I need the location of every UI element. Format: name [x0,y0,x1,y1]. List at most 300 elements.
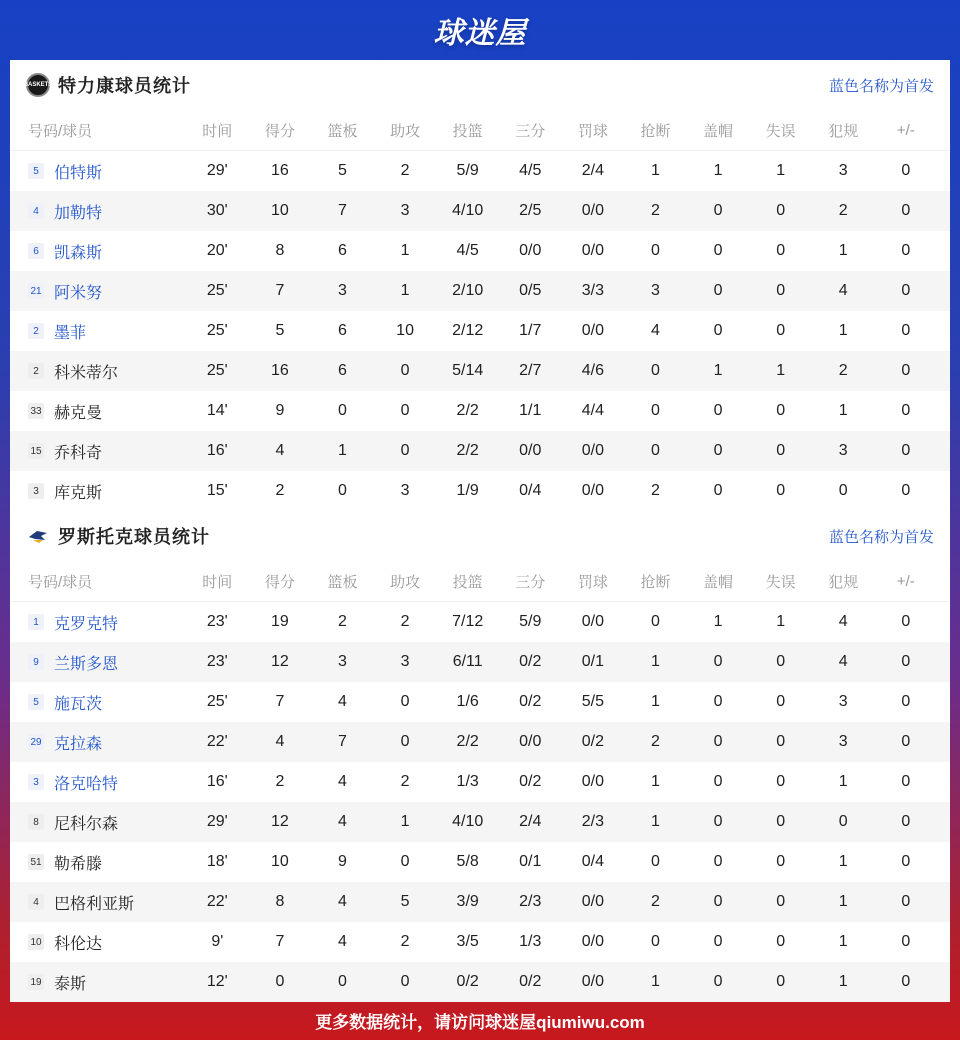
stat-cell: 5/9 [456,162,479,179]
stat-cell: 0 [776,813,786,830]
stat-cell: 12 [270,813,289,830]
player-name[interactable]: 伯特斯 [54,164,103,182]
stat-cell: 0 [400,733,410,750]
stat-cell: 4 [338,693,347,710]
footer-banner[interactable]: 更多数据统计，请访问球迷屋qiumiwu.com [315,1012,645,1032]
table-row[interactable] [10,602,950,642]
column-header: +/- [896,572,915,590]
column-header: 篮板 [327,573,358,591]
stat-cell: 1 [713,162,723,179]
player-name[interactable]: 克拉森 [54,735,103,753]
player-cell [10,771,186,794]
stat-cell: 4 [338,893,347,910]
column-header: 篮板 [327,122,358,140]
stat-cell: 0/0 [519,442,542,459]
player-name[interactable]: 加勒特 [54,204,103,222]
stat-cell: 0/0 [581,202,604,219]
stat-cell: 2 [651,482,660,499]
column-header: 失误 [765,122,796,140]
stat-cell: 22' [206,893,228,910]
stat-cell: 0/2 [519,773,542,790]
stat-cell: 0/2 [519,653,542,670]
stat-cell: 2 [400,773,410,790]
player-cell [10,891,186,914]
stat-cell: 0/1 [581,653,604,670]
table-row[interactable] [10,271,950,311]
stat-cell: 0 [901,613,911,630]
stat-cell: 0 [400,442,410,459]
stat-cell: 1/1 [519,402,542,419]
column-header: 助攻 [390,122,421,140]
column-header: 时间 [202,573,233,591]
stat-cell: 8 [275,242,285,259]
player-name[interactable]: 尼科尔森 [54,815,119,833]
stat-cell: 3 [838,162,848,179]
jersey-number: 4 [28,203,44,219]
stat-cell: 10 [270,202,289,219]
player-cell [10,851,186,874]
stat-cell: 0 [713,242,723,259]
stat-cell: 25' [206,322,228,339]
jersey-number: 3 [28,483,44,499]
stat-cell: 0 [713,442,723,459]
player-cell [10,731,186,754]
stat-cell: 0 [901,693,911,710]
jersey-number: 1 [28,614,44,630]
stat-cell: 25' [206,282,228,299]
stat-cell: 3 [838,693,848,710]
stat-cell: 0/0 [581,973,604,990]
team-title-bar [10,511,950,561]
stat-cell: 0 [901,853,911,870]
column-header: 号码/球员 [28,122,93,140]
stat-cell: 0 [901,242,911,259]
stat-cell: 4 [838,613,848,630]
stat-cell: 7 [275,693,285,710]
stat-cell: 0/0 [519,733,542,750]
stat-cell: 0/2 [456,973,479,990]
player-name[interactable]: 施瓦茨 [54,695,103,713]
stat-cell: 3 [651,282,660,299]
stat-cell: 10 [396,322,414,339]
table-row[interactable] [10,842,950,882]
stat-cell: 4/4 [581,402,604,419]
stat-cell: 0 [901,442,911,459]
stat-cell: 4/5 [519,162,542,179]
jersey-number: 2 [28,363,44,379]
stat-cell: 5/5 [581,693,604,710]
jersey-number: 15 [28,443,44,459]
stat-cell: 0 [713,402,723,419]
player-name[interactable]: 泰斯 [54,975,87,993]
stat-cell: 0 [838,813,848,830]
stats-card [10,60,950,1000]
stat-cell: 12' [206,973,228,990]
stat-cell: 3 [400,202,410,219]
jersey-number: 3 [28,774,44,790]
player-cell [10,480,186,503]
stat-cell: 5 [400,893,410,910]
stat-cell: 2/2 [456,402,479,419]
jersey-number: 9 [28,654,44,670]
stat-cell: 2/4 [581,162,604,179]
team-section-2 [10,511,950,1002]
stat-cell: 1 [776,362,786,379]
stat-cell: 0 [776,282,786,299]
stat-cell: 2 [400,613,410,630]
stat-cell: 0/1 [519,853,542,870]
stat-cell: 0 [713,853,723,870]
jersey-number: 6 [28,243,44,259]
stat-cell: 2/10 [452,282,484,299]
stat-cell: 0 [713,482,723,499]
column-header: 得分 [264,573,295,591]
stat-cell: 0 [651,613,660,630]
stat-cell: 0 [776,933,786,950]
stat-cell: 16 [270,162,289,179]
stat-cell: 0 [901,773,911,790]
stat-cell: 30' [206,202,228,219]
stat-cell: 0/0 [581,773,604,790]
column-header: 抢断 [640,122,671,140]
stat-cell: 0 [776,893,786,910]
stat-cell: 1 [838,893,848,910]
stat-cell: 8 [275,893,285,910]
table-row[interactable] [10,642,950,682]
stat-cell: 1/3 [456,773,479,790]
stat-cell: 6 [338,362,347,379]
stat-cell: 16' [206,442,228,459]
stat-cell: 1 [838,973,848,990]
table-row[interactable] [10,962,950,1002]
stat-cell: 0/0 [581,613,604,630]
stat-cell: 0 [713,893,723,910]
stat-cell: 1 [776,162,786,179]
stat-cell: 5 [338,162,347,179]
team-name: 特力康球员统计 [58,76,191,96]
stat-cell: 0/0 [581,482,604,499]
stat-cell: 2 [275,773,285,790]
player-cell [10,971,186,994]
table-row[interactable] [10,682,950,722]
stat-cell: 4 [275,442,285,459]
stat-cell: 1 [400,813,410,830]
stat-cell: 0 [400,973,410,990]
stat-cell: 0/0 [581,933,604,950]
player-name[interactable]: 墨菲 [54,324,87,342]
table-row[interactable] [10,431,950,471]
player-name[interactable]: 凯森斯 [54,244,103,262]
stat-cell: 0 [651,442,660,459]
player-cell [10,360,186,383]
stat-cell: 0 [776,693,786,710]
stat-cell: 1 [651,693,660,710]
jersey-number: 10 [28,934,44,950]
stat-cell: 29' [206,813,228,830]
stat-cell: 4 [838,282,848,299]
column-header: 罚球 [577,573,608,591]
stat-cell: 5/14 [452,362,484,379]
stat-cell: 0/0 [581,893,604,910]
jersey-number: 33 [28,403,44,419]
stat-cell: 0/0 [581,322,604,339]
stat-cell: 3/5 [456,933,479,950]
stat-cell: 0 [776,773,786,790]
table-row[interactable] [10,471,950,511]
stat-cell: 2 [838,362,848,379]
team-section-1 [10,60,950,511]
column-header: 盖帽 [703,573,734,591]
player-cell [10,400,186,423]
stat-cell: 2/3 [519,893,542,910]
stat-cell: 0 [901,162,911,179]
player-name[interactable]: 科伦达 [54,935,103,953]
stat-cell: 1 [713,362,723,379]
stat-cell: 2 [400,933,410,950]
player-name[interactable]: 库克斯 [54,484,103,502]
stat-cell: 0 [776,653,786,670]
stat-cell: 0 [901,733,911,750]
column-header: 投篮 [452,573,483,591]
stat-cell: 0 [400,362,410,379]
stat-cell: 4 [275,733,285,750]
stat-cell: 0 [651,853,660,870]
player-name[interactable]: 巴格利亚斯 [54,895,135,913]
stat-cell: 0 [776,322,786,339]
jersey-number: 51 [28,854,44,870]
stat-cell: 0 [713,733,723,750]
stat-cell: 4 [338,813,347,830]
table-row[interactable] [10,882,950,922]
column-header: 助攻 [390,573,421,591]
stat-cell: 3 [338,282,347,299]
stat-cell: 0 [400,853,410,870]
column-header: 失误 [765,573,796,591]
table-row[interactable] [10,762,950,802]
player-name[interactable]: 乔科奇 [54,444,103,462]
stat-cell: 0/4 [519,482,542,499]
table-header [10,561,950,602]
baskets-logo-icon: BASKETS [26,73,50,97]
stat-cell: 0 [713,973,723,990]
starter-note: 蓝色名称为首发 [828,77,934,95]
jersey-number: 4 [28,894,44,910]
stat-cell: 4 [651,322,660,339]
stat-cell: 23' [206,653,228,670]
stat-cell: 4 [338,933,347,950]
stat-cell: 7 [275,933,285,950]
stat-cell: 14' [206,402,228,419]
stat-cell: 2/3 [581,813,604,830]
column-header: 投篮 [452,122,483,140]
stat-cell: 1 [651,162,660,179]
jersey-number: 8 [28,814,44,830]
stat-cell: 7 [338,733,347,750]
stat-cell: 2 [651,893,660,910]
stat-cell: 2 [651,202,660,219]
table-row[interactable] [10,151,950,191]
table-row[interactable] [10,722,950,762]
stat-cell: 1 [838,402,848,419]
stat-cell: 1/9 [456,482,479,499]
stat-cell: 0 [901,813,911,830]
stat-cell: 0 [901,973,911,990]
player-name[interactable]: 赫克曼 [54,404,103,422]
stat-cell: 0 [776,242,786,259]
stat-cell: 7 [338,202,347,219]
stat-cell: 0 [901,362,911,379]
stat-cell: 0 [713,813,723,830]
column-header: +/- [896,121,915,139]
table-row[interactable] [10,351,950,391]
table-header [10,110,950,151]
seawolves-logo-icon [26,524,50,548]
stat-cell: 1 [400,242,410,259]
player-name[interactable]: 克罗克特 [54,615,119,633]
stat-cell: 2/4 [519,813,542,830]
jersey-number: 5 [28,163,44,179]
stat-cell: 3 [838,442,848,459]
stat-cell: 4/5 [456,242,479,259]
stat-cell: 1 [338,442,347,459]
stat-cell: 25' [206,693,228,710]
stat-cell: 4/10 [452,813,484,830]
stat-cell: 0 [651,242,660,259]
player-cell [10,651,186,674]
player-name[interactable]: 科米蒂尔 [54,364,119,382]
stat-cell: 22' [206,733,228,750]
stat-cell: 4/10 [452,202,484,219]
stat-cell: 3 [338,653,347,670]
stat-cell: 4 [838,653,848,670]
stat-cell: 20' [206,242,228,259]
player-cell [10,931,186,954]
stat-cell: 1 [838,853,848,870]
stat-cell: 1 [651,773,660,790]
team-title-bar [10,60,950,110]
player-name[interactable]: 勒希滕 [54,855,103,873]
player-cell [10,280,186,303]
stat-cell: 18' [206,853,228,870]
player-cell [10,440,186,463]
stat-cell: 2/12 [452,322,484,339]
stat-cell: 2 [651,733,660,750]
stat-cell: 3 [400,482,410,499]
player-cell [10,320,186,343]
stat-cell: 3 [400,653,410,670]
stat-cell: 19 [270,613,289,630]
table-row[interactable] [10,802,950,842]
stat-cell: 1 [651,973,660,990]
stat-cell: 0 [400,693,410,710]
stat-cell: 0 [901,202,911,219]
stat-cell: 0 [651,402,660,419]
stat-cell: 1/3 [519,933,542,950]
stat-cell: 7 [275,282,285,299]
player-cell [10,160,186,183]
stat-cell: 1 [651,813,660,830]
stat-cell: 0 [901,402,911,419]
stat-cell: 1 [776,613,786,630]
stat-cell: 0 [776,402,786,419]
stat-cell: 0/2 [519,693,542,710]
stat-cell: 0 [901,933,911,950]
stat-cell: 23' [206,613,228,630]
stat-cell: 1 [713,613,723,630]
table-row[interactable] [10,191,950,231]
stat-cell: 1 [838,322,848,339]
table-row[interactable] [10,311,950,351]
stat-cell: 9' [211,933,224,950]
column-header: 三分 [515,122,546,140]
jersey-number: 5 [28,694,44,710]
stat-cell: 0 [901,482,911,499]
starter-note: 蓝色名称为首发 [828,528,934,546]
player-cell [10,200,186,223]
stat-cell: 0 [713,653,723,670]
column-header: 三分 [515,573,546,591]
stat-cell: 0 [776,202,786,219]
stat-cell: 0/4 [581,853,604,870]
player-name[interactable]: 兰斯多恩 [54,655,119,673]
player-name[interactable]: 洛克哈特 [54,775,119,793]
column-header: 罚球 [577,122,608,140]
jersey-number: 29 [28,734,44,750]
team-name: 罗斯托克球员统计 [58,527,210,547]
table-row[interactable] [10,922,950,962]
stat-cell: 2 [275,482,285,499]
column-header: 号码/球员 [28,573,93,591]
column-header: 时间 [202,122,233,140]
jersey-number: 2 [28,323,44,339]
table-row[interactable] [10,231,950,271]
column-header: 抢断 [640,573,671,591]
stat-cell: 9 [275,402,285,419]
stat-cell: 25' [206,362,228,379]
stat-cell: 16' [206,773,228,790]
stat-cell: 6 [338,322,347,339]
stat-cell: 2/5 [519,202,542,219]
stat-cell: 1/7 [519,322,542,339]
stat-cell: 2 [838,202,848,219]
stat-cell: 0/2 [581,733,604,750]
site-logo[interactable]: 球迷屋 [433,17,527,50]
site-header [0,0,960,60]
stat-cell: 0 [776,482,786,499]
stat-cell: 0 [651,933,660,950]
column-header: 犯规 [828,122,859,140]
stat-cell: 6/11 [452,653,483,670]
stat-cell: 0/2 [519,973,542,990]
stat-cell: 0/0 [581,242,604,259]
stat-cell: 4/6 [581,362,604,379]
stat-cell: 0 [713,933,723,950]
stat-cell: 1 [838,242,848,259]
jersey-number: 21 [28,283,44,299]
stat-cell: 1/6 [456,693,479,710]
stat-cell: 3/9 [456,893,479,910]
table-row[interactable] [10,391,950,431]
stat-cell: 2 [400,162,410,179]
stat-cell: 0 [713,282,723,299]
stat-cell: 5/9 [519,613,542,630]
column-header: 犯规 [828,573,859,591]
stat-cell: 2 [338,613,347,630]
stat-cell: 3 [838,733,848,750]
stat-cell: 0 [338,973,347,990]
player-name[interactable]: 阿米努 [54,284,103,302]
stat-cell: 2/7 [519,362,542,379]
